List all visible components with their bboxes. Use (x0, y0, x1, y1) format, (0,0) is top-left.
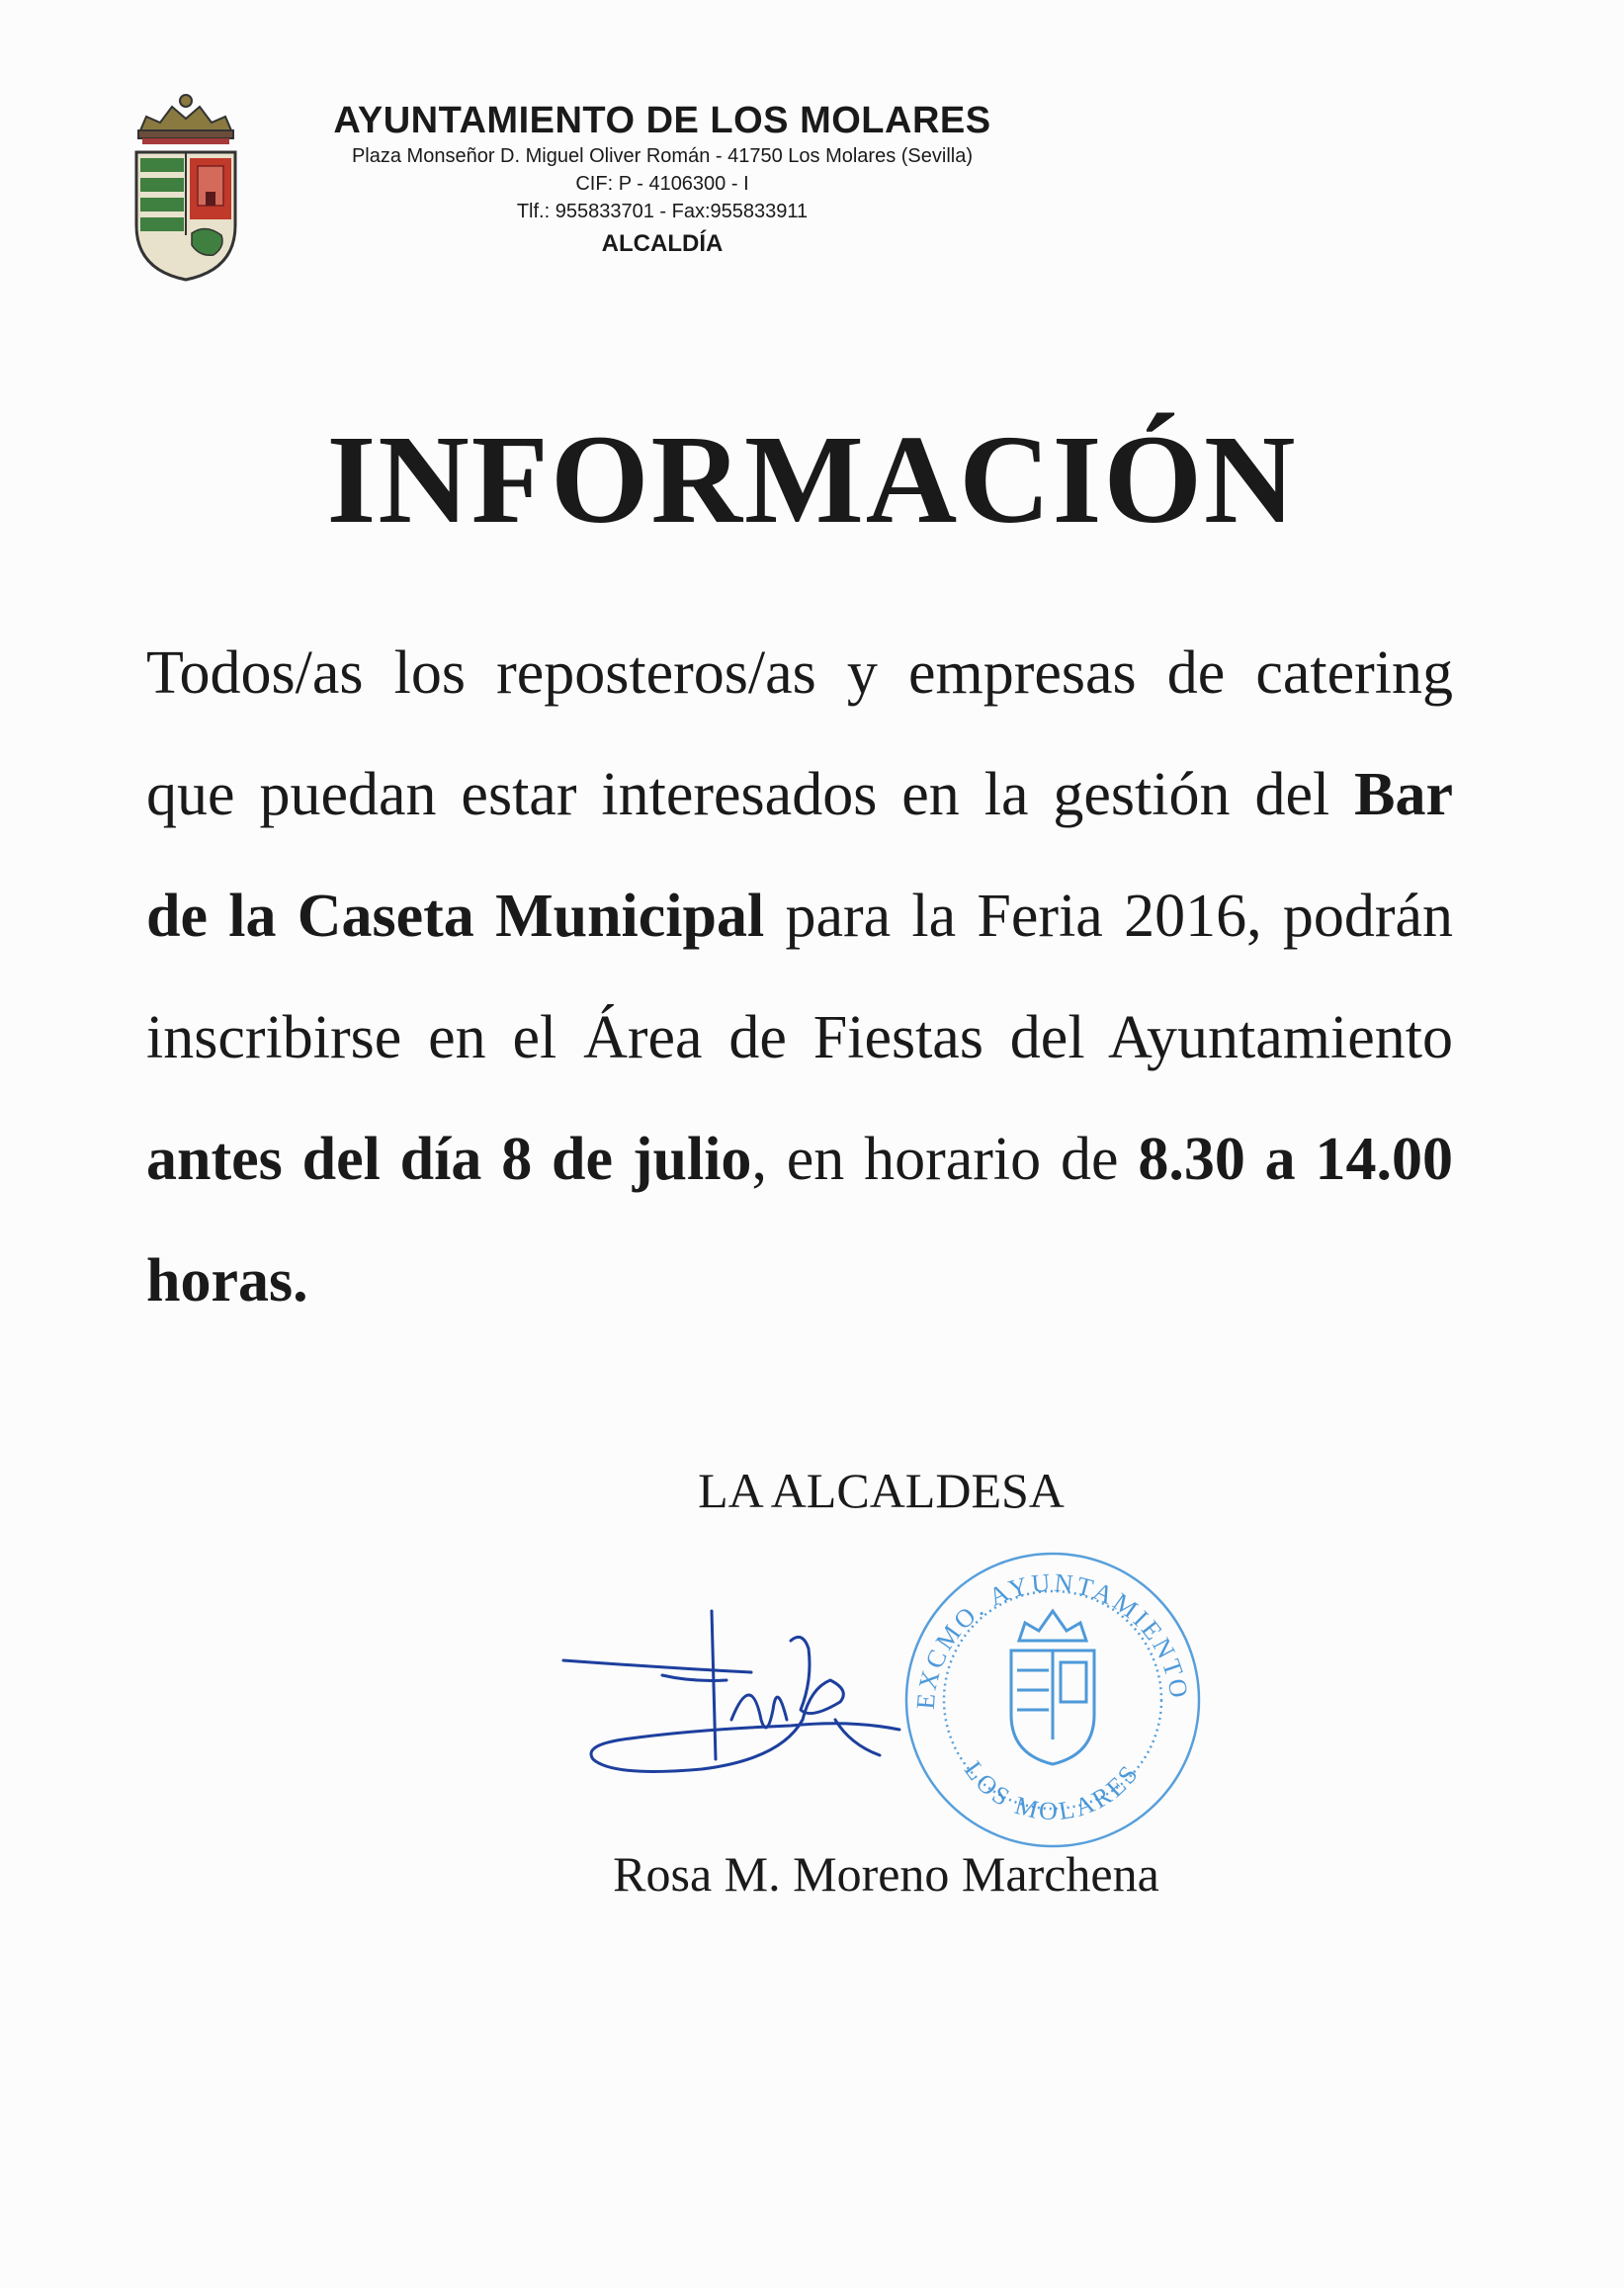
body-text-3: , en horario de (751, 1126, 1139, 1193)
signer-name: Rosa M. Moreno Marchena (613, 1846, 1159, 1902)
organization-phone-fax: Tlf.: 955833701 - Fax:955833911 (516, 201, 809, 222)
organization-address: Plaza Monseñor D. Miguel Oliver Román - 41750 Los Molares (Sevilla) (351, 145, 974, 167)
body-bold-venue: Bar de la Caseta Municipal (146, 761, 1453, 950)
body-text-2: para la Feria 2016, podrán inscribirse en el Área de Fiestas del Ayuntamiento (146, 883, 1454, 1071)
signer-role: LA ALCALDESA (698, 1463, 1065, 1518)
body-bold-deadline: antes del día 8 de julio (146, 1126, 752, 1193)
letterhead (277, 99, 1048, 261)
coat-of-arms-logo (127, 87, 245, 285)
svg-text:LOS MOLARES: LOS MOLARES (958, 1755, 1146, 1826)
official-seal-stamp (895, 1542, 1211, 1858)
svg-text:EXCMO. AYUNTAMIENTO: EXCMO. AYUNTAMIENTO (910, 1568, 1194, 1711)
body-text-1: Todos/as los reposteros/as y empresas de catering que puedan estar interesados en la gestión del (146, 639, 1453, 828)
body-bold-hours: 8.30 a 14.00 horas. (146, 1126, 1454, 1314)
notice-body (146, 613, 1453, 1342)
handwritten-signature (554, 1571, 909, 1819)
organization-name: AYUNTAMIENTO DE LOS MOLARES (333, 100, 991, 141)
organization-cif: CIF: P - 4106300 - I (575, 173, 749, 195)
document-title: INFORMACIÓN (326, 409, 1298, 550)
department-name: ALCALDÍA (601, 230, 724, 257)
